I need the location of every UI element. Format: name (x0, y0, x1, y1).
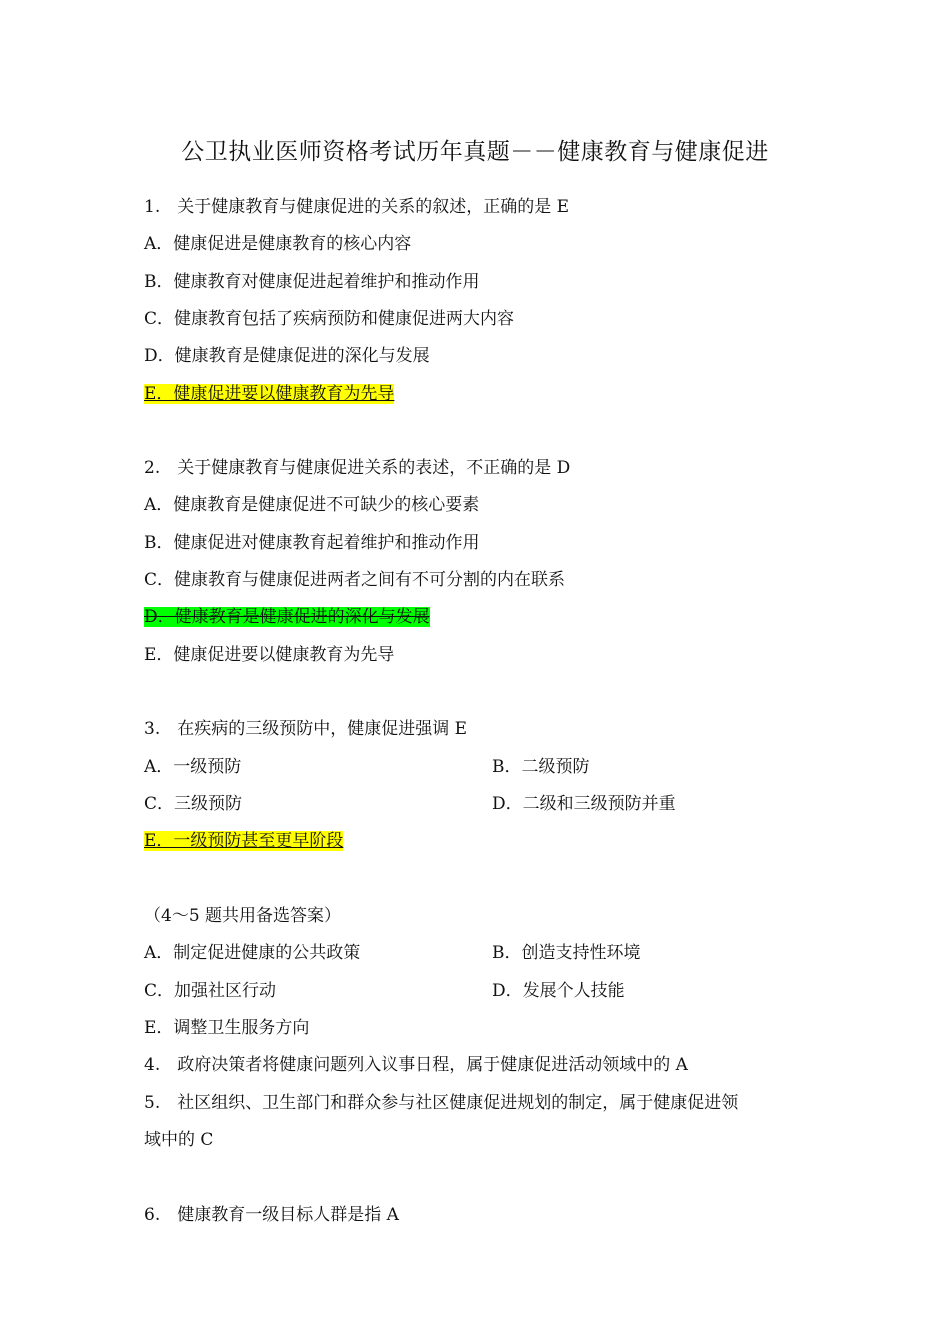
question-2-option-d-answer: D．健康教育是健康促进的深化与发展 (144, 607, 430, 627)
question-1-option-b: B．健康教育对健康促进起着维护和推动作用 (144, 272, 480, 292)
question-5-stem-line-2: 域中的 C (144, 1130, 214, 1150)
question-6-stem: 6. 健康教育一级目标人群是指 A (144, 1205, 399, 1225)
question-3-stem: 3. 在疾病的三级预防中，健康促进强调 E (144, 719, 468, 739)
question-1-option-d: D．健康教育是健康促进的深化与发展 (144, 346, 430, 366)
question-5-stem-line-1: 5. 社区组织、卫生部门和群众参与社区健康促进规划的制定，属于健康促进领 (144, 1093, 739, 1113)
question-3-option-b: B．二级预防 (492, 757, 590, 777)
question-2-option-a: A．健康教育是健康促进不可缺少的核心要素 (144, 495, 480, 515)
question-1-stem: 1. 关于健康教育与健康促进的关系的叙述，正确的是 E (144, 197, 570, 217)
shared-option-c: C．加强社区行动 (144, 981, 277, 1001)
document-title: 公卫执业医师资格考试历年真题－－健康教育与健康促进 (181, 139, 769, 165)
shared-option-b: B．创造支持性环境 (492, 943, 641, 963)
question-4-stem: 4. 政府决策者将健康问题列入议事日程，属于健康促进活动领域中的 A (144, 1055, 688, 1075)
question-2-option-c: C．健康教育与健康促进两者之间有不可分割的内在联系 (144, 570, 566, 590)
question-3-option-d: D．二级和三级预防并重 (492, 794, 676, 814)
question-3-option-e-correct: E．一级预防甚至更早阶段 (144, 831, 344, 851)
question-2-option-e: E．健康促进要以健康教育为先导 (144, 645, 395, 665)
question-1-option-e-correct: E．健康促进要以健康教育为先导 (144, 384, 395, 404)
question-3-option-c: C．三级预防 (144, 794, 243, 814)
question-3-option-a: A．一级预防 (144, 757, 242, 777)
question-2-option-b: B．健康促进对健康教育起着维护和推动作用 (144, 533, 480, 553)
shared-option-a: A．制定促进健康的公共政策 (144, 943, 361, 963)
question-4-5-heading: （4～5 题共用备选答案） (144, 906, 342, 926)
shared-option-d: D．发展个人技能 (492, 981, 625, 1001)
question-1-option-a: A．健康促进是健康教育的核心内容 (144, 234, 412, 254)
question-2-stem: 2. 关于健康教育与健康促进关系的表述，不正确的是 D (144, 458, 571, 478)
question-1-option-c: C．健康教育包括了疾病预防和健康促进两大内容 (144, 309, 515, 329)
shared-option-e: E．调整卫生服务方向 (144, 1018, 310, 1038)
